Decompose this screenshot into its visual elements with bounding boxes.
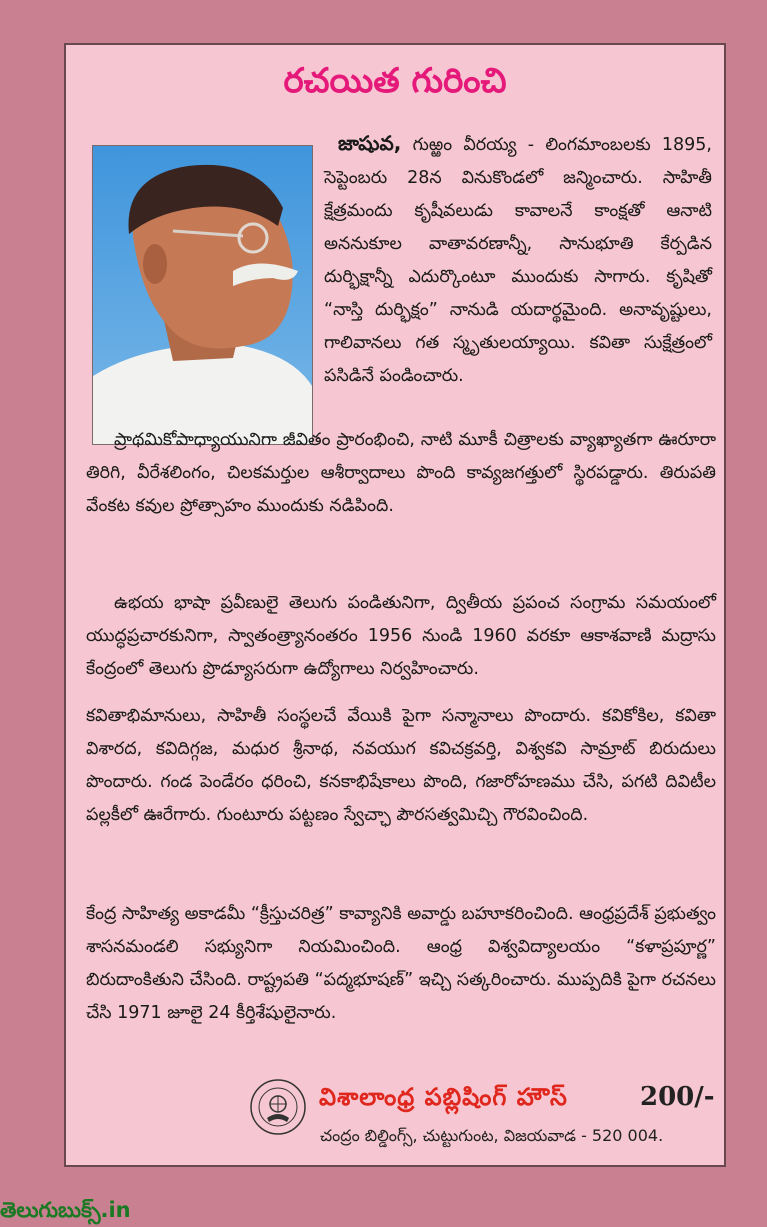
site-watermark: తెలుగుబుక్స్.in — [0, 1198, 131, 1222]
book-price: 200/- — [640, 1082, 715, 1112]
author-intro-text: గుఱ్ఱం వీరయ్య - లింగమాంబలకు 1895, సెప్టెంబరు 28న వినుకొండలో జన్మించారు. సాహితీ క్షేత్రమందు కృషీవలుడు కావాలనే కాంక్షతో ఆనాటి అననుకూల వాతావరణాన్నీ, సానుభూతి కేర్పడిన దుర్భిక్షాన్నీ ఎదుర్కొంటూ ముందుకు సాగారు. కృషితో “నాస్తి దుర్భిక్షం” నానుడి యదార్థమైంది. అనావృష్టులు, గాలివానలు గత స్మృతులయ్యాయి. కవితా సుక్షేత్రంలో పసిడినే పండించారు. — [324, 135, 712, 386]
honours-paragraph: కవితాభిమానులు, సాహితీ సంస్థలచే వేయికి పైగా సన్మానాలు పొందారు. కవికోకిల, కవితా విశారద, కవిదిగ్గజ, మధుర శ్రీనాథ, నవయుగ కవిచక్రవర్తి, విశ్వకవి సామ్రాట్ బిరుదులు పొందారు. గండ పెండేరం ధరించి, కనకాభిషేకాలు పొంది, గజారోహణము చేసి, పగటి దివిటీల పల్లకీలో ఊరేగారు. గుంటూరు పట్టణం స్వేచ్ఛా పౌరసత్వమిచ్చి గౌరవించింది. — [86, 706, 716, 825]
author-intro-paragraph — [324, 127, 712, 393]
publisher-logo-icon — [249, 1078, 307, 1136]
publisher-name: విశాలాంధ్ర పబ్లిషింగ్ హౌస్ — [319, 1083, 568, 1111]
publisher-address: చంద్రం బిల్డింగ్స్, చుట్టుగుంట, విజయవాడ - 520 004. — [320, 1126, 664, 1145]
employment-paragraph: ఉభయ భాషా ప్రవీణులై తెలుగు పండితునిగా, ద్వితీయ ప్రపంచ సంగ్రామ సమయంలో యుద్ధప్రచారకునిగా, స్వాతంత్ర్యానంతరం 1956 నుండి 1960 వరకూ ఆకాశవాణి మద్రాసు కేంద్రంలో తెలుగు ప్రొడ్యూసరుగా ఉద్యోగాలు నిర్వహించారు. — [86, 593, 716, 679]
back-cover-panel — [64, 43, 726, 1167]
awards-paragraph: కేంద్ర సాహిత్య అకాడమీ “క్రీస్తుచరిత్ర” కావ్యానికి అవార్డు బహూకరించింది. ఆంధ్రప్రదేశ్ ప్రభుత్వం శాసనమండలి సభ్యునిగా నియమించింది. ఆంధ్ర విశ్వవిద్యాలయం “కళాప్రపూర్ణ” బిరుదాంకితుని చేసింది. రాష్ట్రపతి “పద్మభూషణ్” ఇచ్చి సత్కరించారు. ముప్పదికి పైగా రచనలు చేసి 1971 జూలై 24 కీర్తిశేషులైనారు. — [86, 904, 716, 1023]
author-portrait-photo — [93, 146, 312, 444]
author-portrait — [92, 145, 313, 445]
career-start-paragraph: ప్రాథమికోపాధ్యాయునిగా జీవితం ప్రారంభించి, నాటి మూకీ చిత్రాలకు వ్యాఖ్యాతగా ఊరూరా తిరిగి, వీరేశలింగం, చిలకమర్తుల ఆశీర్వాదాలు పొంది కావ్యజగత్తులో స్థిరపడ్డారు. తిరుపతి వేంకట కవుల ప్రోత్సాహం ముందుకు నడిపింది. — [86, 430, 716, 516]
author-name-lead: జాషువ, — [338, 131, 402, 155]
section-heading: రచయిత గురించి — [283, 61, 507, 101]
